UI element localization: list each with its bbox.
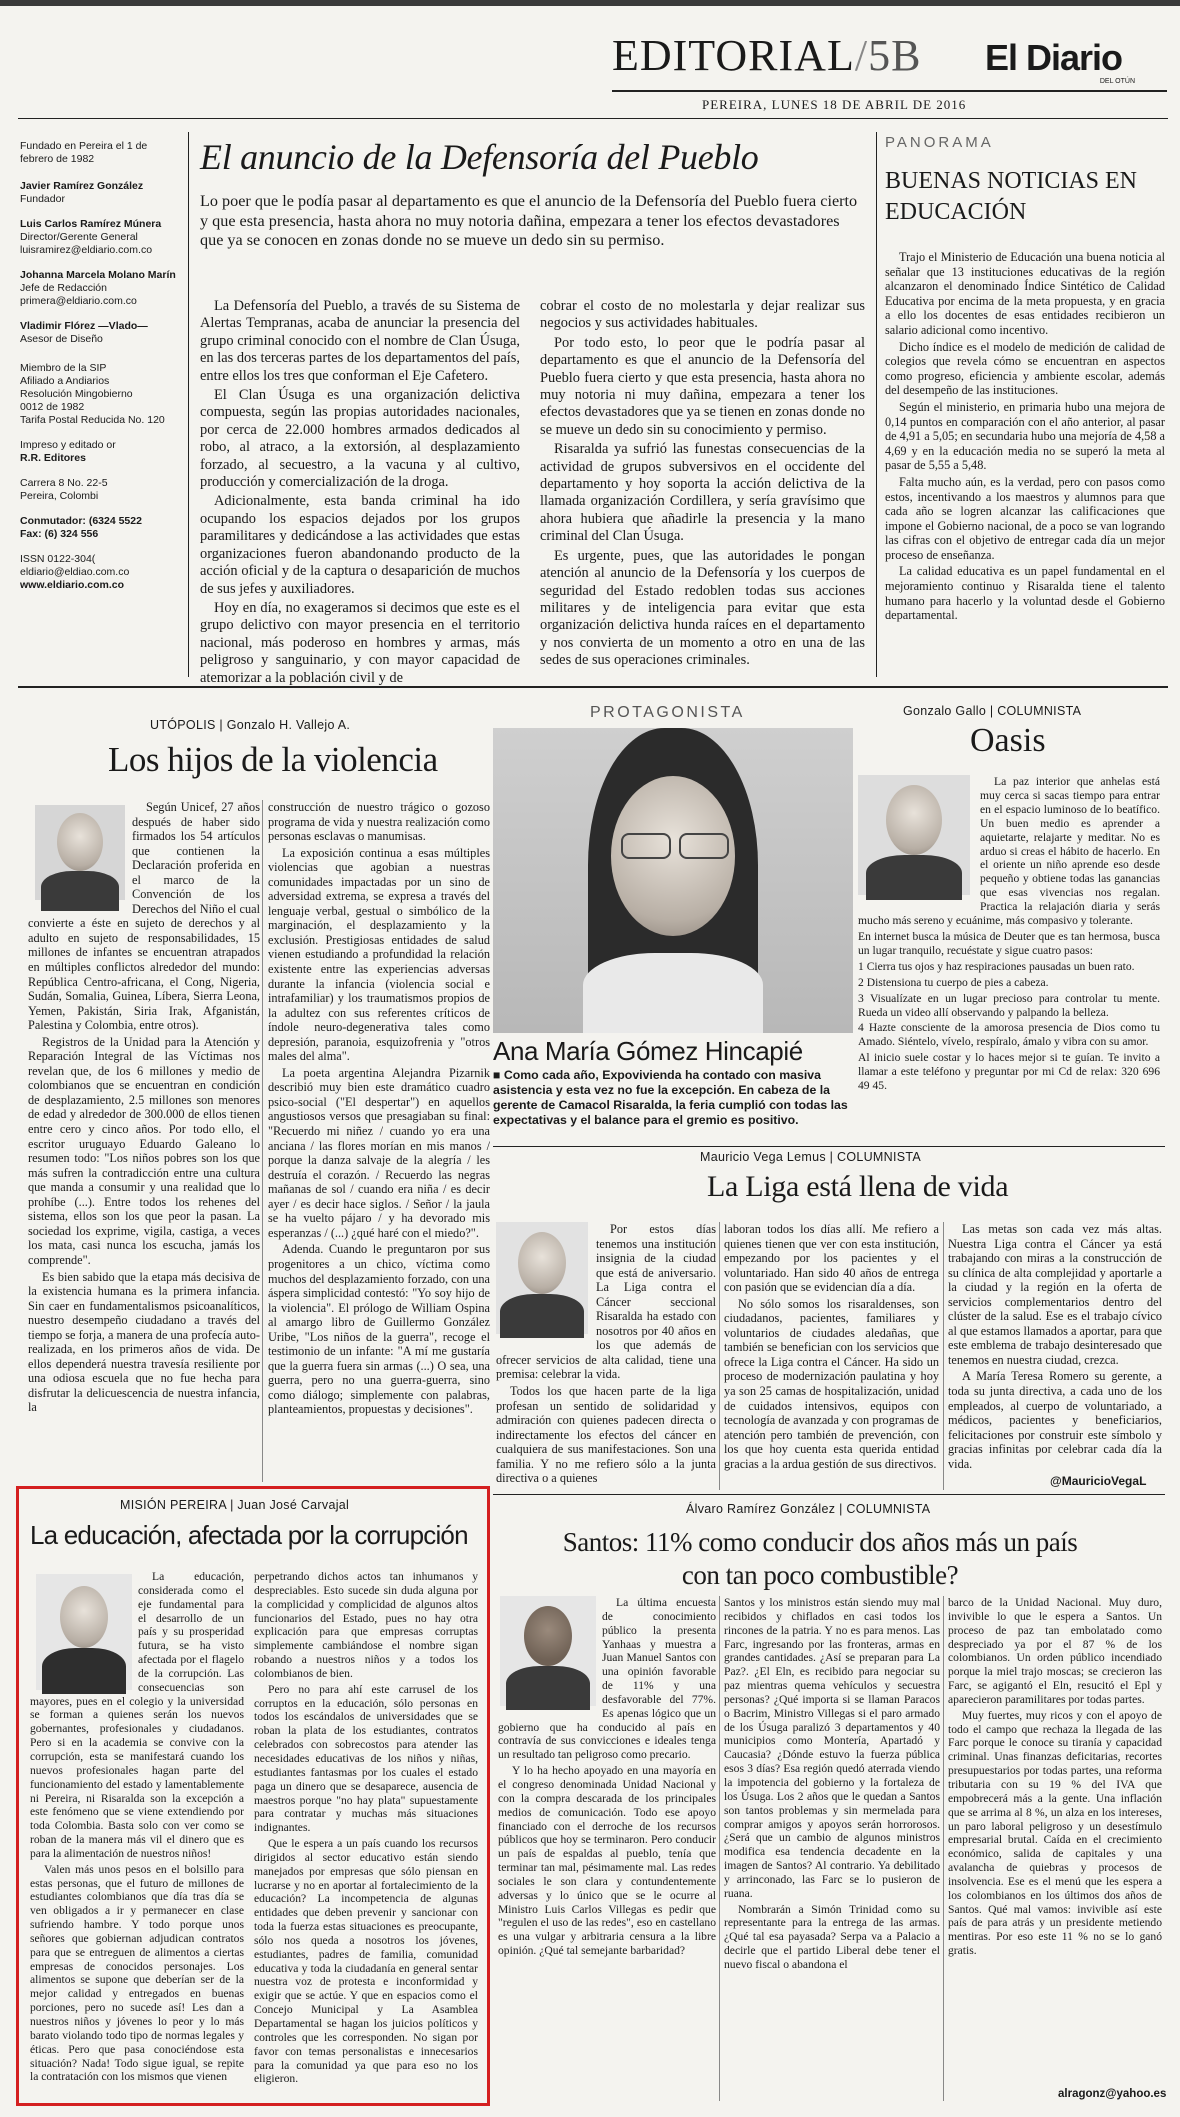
paragraph: perpetrando dichos actos tan inhumanos y despreciables. Esto sucede sin duda alguna por la complicidad y complicidad de algunos altos funcionarios del Estado, pues no hay otra explicación para que empresas corruptas simplemente cambiándose el nombre sigan robando a nuestros niños y a todos los colombianos de bien. bbox=[254, 1570, 478, 1680]
editorial-title: El anuncio de la Defensoría del Pueblo bbox=[200, 137, 759, 177]
founded: Fundado en Pereira el 1 de febrero de 1982 bbox=[20, 140, 148, 165]
paragraph: Pero no para ahí este carrusel de los corruptos en la educación, sólo personas en todos los escándalos de universidades que se roban la plata de los estudiantes, contratos celebrados con sobrecostos para atender las necesidades educativas de los niños y niñas, estudiantes fantasmas por los cuales el estado paga un dinero que se desaparece, ausencia de maestros porque "no hay plata" supuestamente para contratar y muchas más situaciones indignantes. bbox=[254, 1682, 478, 1835]
utopolis-col-1 bbox=[28, 800, 260, 1482]
membership-line: Tarifa Postal Reducida No. 120 bbox=[20, 414, 165, 426]
paragraph: 2 Distensiona tu cuerpo de pies a cabeza. bbox=[858, 975, 1049, 989]
staff-role: Fundador bbox=[20, 193, 65, 205]
dateline: PEREIRA, LUNES 18 DE ABRIL DE 2016 bbox=[702, 97, 967, 112]
liga-title: La Liga está llena de vida bbox=[707, 1170, 1009, 1203]
oasis-title: Oasis bbox=[970, 722, 1046, 759]
panorama-kicker: PANORAMA bbox=[885, 134, 994, 151]
editorial-lede: Lo poer que le podía pasar al departamento es que el anuncio de la Defensoría del Pueblo fuera cierto y que esta presencia, hasta ahora no muy notoria dañina, empezara a tener los efectos devastadores que ya se conocen en zonas donde no se mueve un dedo sin su permiso. bbox=[200, 192, 858, 249]
santos-col-1 bbox=[498, 1596, 716, 2101]
paragraph: Que le espera a un país cuando los recursos dirigidos al sector educativo están siendo manejados por empresas que sólo piensan en lucrarse y no en aportar al fortalecimiento de la educación? La incompetencia de algunas entidades que deben prevenir y sancionar con toda la fuerza estas situaciones es preocupante, sólo nos queda a nosotros los jóvenes, estudiantes, padres de familia, comunidad educativa y toda la ciudadanía en general sentar nuestra voz de protesta e inconformidad y exigir que se actúe. Y que en espacios como el Concejo Municipal y La Asamblea Departamental se hagan los juicios políticos y controles que les corresponden. No sigan por favor con temas personalistas e innecesarios para la comunidad ya que para eso no los eligieron. bbox=[254, 1837, 478, 2086]
santos-col-3 bbox=[948, 1596, 1162, 2084]
staff-name: Javier Ramírez González bbox=[20, 180, 144, 192]
paragraph: La calidad educativa es un papel fundamental en el mejoramiento continuo y Risaralda tiene el talento humano para hacerlo y la voluntad desde el Gobierno departamental. bbox=[885, 564, 1165, 623]
phone: Conmutador: (6324 5522 bbox=[20, 515, 142, 527]
editorial-col-2 bbox=[540, 298, 865, 676]
paragraph: Todos los que hacen parte de la liga profesan un sentido de solidaridad y admiración con quienes padecen directa o indirectamente los efectos del cáncer en cualquiera de sus manifestaciones. Son una familia. Y no me refiero sólo a la junta directiva o a quienes bbox=[496, 1384, 716, 1486]
paragraph: 4 Hazte consciente de la amorosa presencia de Dios como tu Amado. Siéntelo, vívelo, respíralo, ámalo y vibra con su amor. bbox=[858, 1021, 1160, 1049]
utopolis-title: Los hijos de la violencia bbox=[108, 740, 438, 779]
printed-line: Impreso y editado or bbox=[20, 439, 116, 451]
liga-handle[interactable]: @MauricioVegaL bbox=[1050, 1474, 1147, 1488]
santos-col-2 bbox=[724, 1596, 940, 2101]
section-title: EDITORIAL/5B bbox=[612, 31, 922, 80]
address-line: Pereira, Colombi bbox=[20, 490, 99, 502]
paragraph: Falta mucho aún, es la verdad, pero con pasos como estos, incentivando a los maestros y alumnos para que cada año se logren alcanzar las calificaciones que impone el Gobierno nacional, de a poco se van logrando las cifras con el objetivo de entregar cada día un mejor proceso de enseñanza. bbox=[885, 474, 1165, 562]
paragraph: Trajo el Ministerio de Educación una buena noticia al señalar que 13 instituciones educativas de la región alcanzaron el denominado Índice Sintético de Calidad Educativa por encima de la meta propuesta, y en gracia a ello los docentes de esas entidades recibieron un salario adicional como incentivo. bbox=[885, 250, 1165, 337]
paragraph: A María Teresa Romero su gerente, a toda su junta directiva, a cada uno de los empleados, al cuerpo de voluntariado, a médicos, pacientes y beneficiarios, felicitaciones por construir este símbolo y gracias infinitas por celebrar cada día la vida. bbox=[948, 1369, 1162, 1471]
mision-title: La educación, afectada por la corrupción bbox=[30, 1520, 468, 1550]
staff-role: Jefe de Redacción bbox=[20, 282, 107, 294]
staff-email[interactable]: luisramirez@eldiario.com.co bbox=[20, 244, 153, 256]
paragraph: La poeta argentina Alejandra Pizarnik describió muy bien este dramático cuadro psico-social ("El despertar") en aquellos angustiosos versos que presagiaban su final: "Recuerdo mi niñez / cuando yo era una anciana / las flores morían en mis manos / porque la danza salvaje de la alegría / les destruía el corazón. / Recuerdo las negras mañanas de sol / cuando era niña / es decir ayer / es decir hace siglos. / Señor / la jaula se ha vuelto pájaro / y ha devorado mis esperanzas / (...) ¿qué haré con el miedo?". bbox=[268, 1065, 490, 1240]
paragraph: Risaralda ya sufrió las funestas consecuencias de la actividad de grupos subversivos en el occidente del departamento y hoy soporta la acción delictiva de la llamada organización Cordillera, y sería gravísimo que ahora hubiera que añadirle la presencia y la mano criminal del Clan Úsuga. bbox=[540, 441, 865, 545]
santos-email[interactable]: alragonz@yahoo.es bbox=[1058, 2088, 1167, 2100]
santos-byline: Álvaro Ramírez González | COLUMNISTA bbox=[686, 1502, 931, 1516]
paragraph: Santos y los ministros están siendo muy mal recibidos y chiflados en casi todos los rincones de la patria. Y no es para menos. Las Farc, ingresando por las fronteras, armas en grandes cantidades. ¿Así se preparan para La Paz?. ¿El Eln, es recibido para negociar su paz mientras quema vehículos y secuestra personas? ¿Qué importa si se llaman Paracos o Bacrim, Ministro Villegas si el paro armado de los Úsuga paralizó 3 departamentos y 40 municipios como Montería, Apartadó y Caucasia? ¿Dónde estuvo la fuerza pública esos 3 días? Esa región quedó aterrada viendo la impotencia del gobierno y la fortaleza de los Úsuga. Los 2 años que le quedan a Santos son tantos problemas y sin mermelada para comprar amigos y apoyos serán horrorosos. ¿Será que un cambio de algunos ministros modifica esa tendencia decadente en la imagen de Santos? Al contrario. Ya debilitado y arrinconado, las Farc se lo pusieron de ruana. bbox=[724, 1596, 940, 1900]
membership-line: Miembro de la SIP bbox=[20, 362, 107, 374]
liga-col-3 bbox=[948, 1222, 1162, 1472]
address-line: Carrera 8 No. 22-5 bbox=[20, 477, 108, 489]
oasis-body bbox=[858, 775, 1160, 1145]
paragraph: Nombrarán a Simón Trinidad como su representante para la entrega de las armas. ¿Qué tal esa payasada? Serpa va a Palacio a decirle que el partido Liberal debe tener el nuevo fiscal o abandona el bbox=[724, 1902, 940, 1971]
paragraph: Por estos días tenemos una institución insignia de la ciudad que está de aniversario. La Liga contra el Cáncer seccional Risaralda ha estado con nosotros por 40 años en los que además de ofrecer servicios de alta calidad, tiene una premisa: celebrar la vida. bbox=[496, 1222, 716, 1382]
paragraph: Dicho índice es el modelo de medición de calidad de colegios que revela cómo se encuentran en aspectos como progreso, eficiencia y ambiente escolar, además del desempeño de las instituciones. bbox=[885, 339, 1165, 398]
paragraph: construcción de nuestro trágico o gozoso programa de vida y nuestra realización como personas esclavas o manumisas. bbox=[268, 800, 490, 844]
editorial-col-1 bbox=[200, 298, 520, 686]
section-name: EDITORIAL bbox=[612, 31, 855, 80]
paragraph: Según el ministerio, en primaria hubo una mejora de 0,14 puntos en comparación con el año anterior, al pasar de 4,91 a 5,05; en secundaria hubo una mejoría de 4,58 a 4,69 y en la educación media no se superó la meta al pasar de 5,55 a 5,48. bbox=[885, 399, 1166, 473]
staff-email[interactable]: primera@eldiario.com.co bbox=[20, 295, 137, 307]
staff-name: Johanna Marcela Molano Marín bbox=[20, 269, 176, 281]
paragraph: Registros de la Unidad para la Atención y Reparación Integral de las Víctimas nos revelan que, de los 6 millones y medio de colombianos que se encuentran en condición de desplazamiento, 2.5 millones son menores de edad y alrededor de 300.000 de ellos tienen entre cero y cinco años. Por todo ello, el escritor uruguayo Eduardo Galeano lo resumen todo: "Los niños pobres son los que más sufren la contradicción entre una cultura que manda a consumir y una realidad que lo prohíbe (...). Entre todos los rehenes del sistema, ellos son los que peor la pasan. La sociedad los exprime, vigila, castiga, a veces los mata, casi nunca los escucha, jamás los comprende". bbox=[28, 1034, 260, 1267]
paragraph: Las metas son cada vez más altas. Nuestra Liga contra el Cáncer ya está trabajando con miras a la construcción de su clínica de alta complejidad y aportarle a la ciudad y la región en la oferta de servicios complementarios dentro del clúster de la salud. Ese es el trabajo cívico al que estamos llamados a aportar, para que este emblema de trabajo desinteresado que tenemos en nuestra ciudad, crezca. bbox=[948, 1222, 1162, 1367]
utopolis-col-2 bbox=[268, 800, 490, 1482]
membership-line: Resolución Mingobierno bbox=[20, 388, 133, 400]
logo-sub: DEL OTÚN bbox=[1099, 78, 1135, 85]
panorama-body bbox=[885, 250, 1165, 676]
paragraph: La exposición continua a esas múltiples violencias que agobian a nuestras comunidades impactadas por un sino de adversidad extrema, se expresa a través del lenguaje verbal, gestual o simbólico de la marginación, el desplazamiento y la exclusión. Prestigiosas entidades de salud vienen estudiando a profundidad la relación existente entre las experiencias adversas durante la infancia (violencia social e intrafamiliar) y los traumatismos propios de la adultez con sus referentes críticos de índole neuro-degenerativa tales como depresión, paranoia, esquizofrenia y "otros males del alma". bbox=[268, 845, 490, 1064]
website[interactable]: www.eldiario.com.co bbox=[20, 579, 125, 591]
paragraph: La educación, considerada como el eje fundamental para el desarrollo de un país y su prosperidad futura, se ha visto afectada por el flagelo de la corrupción. Las consecuencias son mayores, pues en el colegio y la universidad se forman a quienes serán los nuevos gobernantes, profesionales y ciudadanos. Pero si en la academia se convive con la corrupción, esta se manifestará cuando los nuevos profesionales hagan parte del funcionamiento del estado y lamentablemente ni Pereira, ni Risaralda son la excepción a este fenómeno que se viene extendiendo por toda Colombia. Basta solo con ver como se roban de la manera más vil el dinero que es para la alimentación de nuestros niños! bbox=[30, 1570, 244, 1860]
panorama-title: BUENAS NOTICIAS EN EDUCACIÓN bbox=[885, 168, 1137, 225]
paragraph: Según Unicef, 27 años después de haber sido firmados los 54 artículos que contienen la Declaración proferida en el marco de la Convención de los Derechos del Niño el cual convierte a éste en sujeto de derechos y al adulto en sujeto de responsabilidades, 15 millones de infantes se encuentran atrapados en múltiples conflictos alrededor del mundo: República Centro-africana, el Cong, Nigeria, Sudán, Somalia, Guinea, Líbera, Sierra Leona, Yemen, Pakistán, Siria Irak, Afganistán, Palestina y Colombia, entre otros). bbox=[28, 800, 260, 1033]
issn: ISSN 0122-304( bbox=[20, 553, 96, 565]
protagonista-photo bbox=[493, 728, 853, 1033]
liga-byline: Mauricio Vega Lemus | COLUMNISTA bbox=[700, 1150, 922, 1164]
paragraph: El Clan Úsuga es una organización delictiva compuesta, según las propias autoridades nacionales, por cerca de 22.000 hombres armados dedicados al robo, al atraco, a la extorsión, al desplazamiento forzado, al secuestro, a la vacuna y al cultivo, producción y comercialización de la droga. bbox=[200, 387, 520, 491]
fax: Fax: (6) 324 556 bbox=[20, 528, 99, 540]
paragraph: La última encuesta de conocimiento público la presenta Yanhaas y muestra a Juan Manuel Santos con una opinión favorable de 11% y una desfavorable del 77%. Es apenas lógico que un gobierno que ha conducido al país en contravía de sus convicciones e ideales tenga un resultado tan peligroso como precario. bbox=[498, 1596, 716, 1762]
staff-name: Vladimir Flórez —Vlado— bbox=[20, 320, 148, 332]
paragraph: La Defensoría del Pueblo, a través de su Sistema de Alertas Tempranas, acaba de anunciar la presencia del grupo criminal conocido con el nombre de Clan Úsuga, en las dos terceras partes de los departamentos del país, entre ellos los tres que conforman el Eje Cafetero. bbox=[200, 298, 520, 384]
printed-line: R.R. Editores bbox=[20, 452, 86, 464]
logo-text: El Diario bbox=[985, 37, 1123, 78]
caption-text: Como cada año, Expovivienda ha contado con masiva asistencia y esta vez no fue la excepción. En cabeza de la gerente de Camacol Risaralda, la feria cumplió con todas las expectativas y el balance para el gremio es positivo. bbox=[493, 1068, 848, 1127]
membership-line: Afiliado a Andiarios bbox=[20, 375, 110, 387]
liga-col-2 bbox=[724, 1222, 939, 1490]
protagonista-caption bbox=[493, 1068, 858, 1128]
page-number: 5B bbox=[868, 31, 922, 80]
paragraph: 1 Cierra tus ojos y haz respiraciones pausadas un buen rato. bbox=[858, 959, 1135, 973]
paragraph: 3 Visualízate en un lugar precioso para controlar tu mente. Rueda un video allí observando y palpando la belleza. bbox=[858, 991, 1160, 1019]
paragraph: Es urgente, pues, que las autoridades le pongan atención al anuncio de la Defensoría y los cuerpos de seguridad del Estado redoblen todas sus acciones militares y de inteligencia para evitar que esta organización delictiva hunda raíces en el departamento y nos convierta de un momento a otro en una de las sedes de sus operaciones criminales. bbox=[540, 547, 865, 669]
oasis-byline: Gonzalo Gallo | COLUMNISTA bbox=[903, 704, 1082, 718]
staff-box bbox=[20, 140, 180, 592]
staff-role: Director/Gerente General bbox=[20, 231, 138, 243]
paragraph: Es bien sabido que la etapa más decisiva de la existencia humana es la primera infancia. Sin caer en fundamentalismos psicoanalíticos, nuestro desempeño ciudadano a través del tiempo se forja, a manera de una profecía auto-realizada, en los primeros años de vida. De ellos dependerá nuestra travesía resiliente por una odiosa escuela que no fue hecha para disfrutar la delicuescencia de nuestra infancia, la bbox=[28, 1269, 260, 1415]
liga-col-1 bbox=[496, 1222, 716, 1490]
santos-title: Santos: 11% como conducir dos años más un país con tan poco combustible? bbox=[562, 1527, 1078, 1590]
staff-name: Luis Carlos Ramírez Múnera bbox=[20, 218, 162, 230]
paragraph: En internet busca la música de Deuter que es tan hermosa, busca un lugar tranquilo, recuéstate y sigue cuatro pasos: bbox=[858, 929, 1160, 957]
paragraph: Y lo ha hecho apoyado en una mayoría en el congreso denominada Unidad Nacional y con la compra descarada de los principales medios de comunicación. Todo ese apoyo financiado con el derroche de los recursos públicos que hoy se terminaron. Pero conducir un país de espaldas al pueblo, tenía que terminar tan mal, pésimamente mal. Las redes sociales le son clara y contundentemente adversas y lo único que se le ocurre al Ministro Luis Carlos Villegas es pedir que "regulen el uso de las redes", eso en castellano es una vulgar y arbitraria censura a la libre opinión. ¿Qué tal semejante barbaridad? bbox=[498, 1764, 716, 1958]
membership-line: 0012 de 1982 bbox=[20, 401, 85, 413]
paragraph: Adicionalmente, esta banda criminal ha ido ocupando los espacios dejados por los grupos paramilitares y dedicándose a las actividades que estas organizaciones fueron abandonando producto de la acción oficial y de la captura o desaparición de muchos de sus jefes y auxiliadores. bbox=[200, 493, 520, 597]
protagonista-name: Ana María Gómez Hincapié bbox=[493, 1036, 803, 1066]
paragraph: Hoy en día, no exageramos si decimos que este es el grupo delictivo con mayor presencia en el territorio nacional, más poderoso en hombres y armas, más peligroso y sanguinario, y con mayor capacidad de atemorizar a la población civil y de bbox=[200, 599, 520, 686]
paragraph: Por todo esto, lo peor que le podría pasar al departamento es que el anuncio de la Defensoría del Pueblo fuera cierto y que esta presencia, hasta ahora no muy notoria ni muy dañina, empezara a tener los efectos devastadores que ya se tienen en zonas donde no se mueve un dedo sin su conocimiento y permiso. bbox=[540, 334, 865, 438]
paragraph: No sólo somos los risaraldenses, son ciudadanos, pacientes, familiares y voluntarios de ciudades aledañas, que también se benefician con los servicios que ofrece la Liga contra el Cáncer. Ha sido un proceso de modernización paulatina y hoy ya son 25 camas de hospitalización, unidad de cuidados intensivos, equipos con tecnología de avanzada y con programas de atención pero también de prevención, con los que hoy cuenta esta querida entidad gracias a la ardua gestión de sus directivos. bbox=[724, 1296, 939, 1471]
contact-email[interactable]: eldiario@eldiao.com.co bbox=[20, 566, 130, 578]
paragraph: Muy fuertes, muy ricos y con el apoyo de todo el campo que rechaza la llegada de las Farc porque le conoce su tiranía y capacidad criminal. Unas finanzas deficitarias, recortes presupuestarios por todas partes, una reforma tributaria con su 19 % del IVA que empobrecerá más a la gente. Una inflación que se arrima al 8 %, un alza en los intereses, un paro laboral peligroso y un desestímulo empresarial brutal. Caída en el crecimiento económico, salida de capitales y una avalancha de quiebras y procesos de insolvencia. Ese es el menú que les espera a los colombianos en los últimos dos años de Santos. Qué mal vamos: invivible así este país de para atrás y un presidente metiendo mentiras. Por eso este 11 % no se lo ganó gratis. bbox=[948, 1708, 1162, 1958]
paragraph: cobrar el costo de no molestarla y dejar realizar sus negocios y sus actividades habituales. bbox=[540, 298, 865, 332]
utopolis-byline: UTÓPOLIS | Gonzalo H. Vallejo A. bbox=[150, 718, 351, 732]
paragraph: Valen más unos pesos en el bolsillo para estas personas, que el futuro de millones de estudiantes colombianos que día tras día se ven obligados a ir y permanecer en clase sufriendo hambre. Y todo porque unos señores que gobiernan adjudican contratos para que se entreguen de alimentos a ciertas empresas de conocidos personajes. Los alimentos se supone que deberían ser de la mejor calidad y entregados en buenas porciones, pero no sucede así! Les dan a nuestros niños y jóvenes lo peor y lo más barato violando todo tipo de normas legales y éticas. Pero que pasa conociéndose esta situación? Nada! Todo sigue igual, se repite la contratación con los mismos que vienen bbox=[30, 1862, 244, 2084]
protagonista-kicker: PROTAGONISTA bbox=[590, 704, 745, 721]
paragraph: barco de la Unidad Nacional. Muy duro, invivible lo que le espera a Santos. Un proceso de paz tan embolatado como despreciado ya por el 87 % de los colombianos. Un orden público incendiado porque la miel trajo moscas; se crecieron las Farc, se agigantó el Eln, resucitó el Epl y aparecieron paramilitares por todas partes. bbox=[948, 1596, 1162, 1706]
mision-col-2 bbox=[254, 1570, 478, 2098]
paragraph: La paz interior que anhelas está muy cerca si sacas tiempo para entrar en el espacio luminoso de lo beatífico. Un buen medio es aprender a aquietarte, relajarte y meditar. No es arduo si creas el hábito de hacerlo. En el oriente un niño aprende eso desde pequeño y obtiene todas las ganancias que esas vivencias nos regalan. Practica la relajación diaria y serás mucho más sereno y ecuánime, más compasivo y tolerante. bbox=[858, 775, 1160, 928]
mision-col-1 bbox=[30, 1570, 244, 2098]
paragraph: Adenda. Cuando le preguntaron por sus progenitores a un chico, víctima como muchos del desplazamiento forzado, con una áspera simplicidad contestó: "Yo soy hijo de la violencia". El prólogo de William Ospina al amargo libro de Guillermo González Uribe, "Los niños de la guerra", recoge el testimonio de un infante: "A mí me gustaría que la guerra fuera sin armas (...) O sea, una guerra, pero no una guerra-guerra, sino como diálogo; simplemente con palabras, planteamientos, propuestas y decisiones". bbox=[268, 1242, 490, 1417]
logo bbox=[985, 38, 1165, 85]
staff-role: Asesor de Diseño bbox=[20, 333, 103, 345]
paragraph: laboran todos los días allí. Me refiero a quienes tienen que ver con esta institución, empezando por los pacientes y el voluntariado. Han sido 40 años de entrega con pasión que se evidencian día a día. bbox=[724, 1222, 939, 1295]
mision-byline: MISIÓN PEREIRA | Juan José Carvajal bbox=[120, 1498, 350, 1512]
paragraph: Al inicio suele costar y lo haces mejor si te guían. Te invito a llamar a este teléfono y preguntar por mi Cd de relax: 320 696 49 45. bbox=[858, 1051, 1160, 1093]
caption-bullet-icon: ■ bbox=[493, 1068, 504, 1082]
